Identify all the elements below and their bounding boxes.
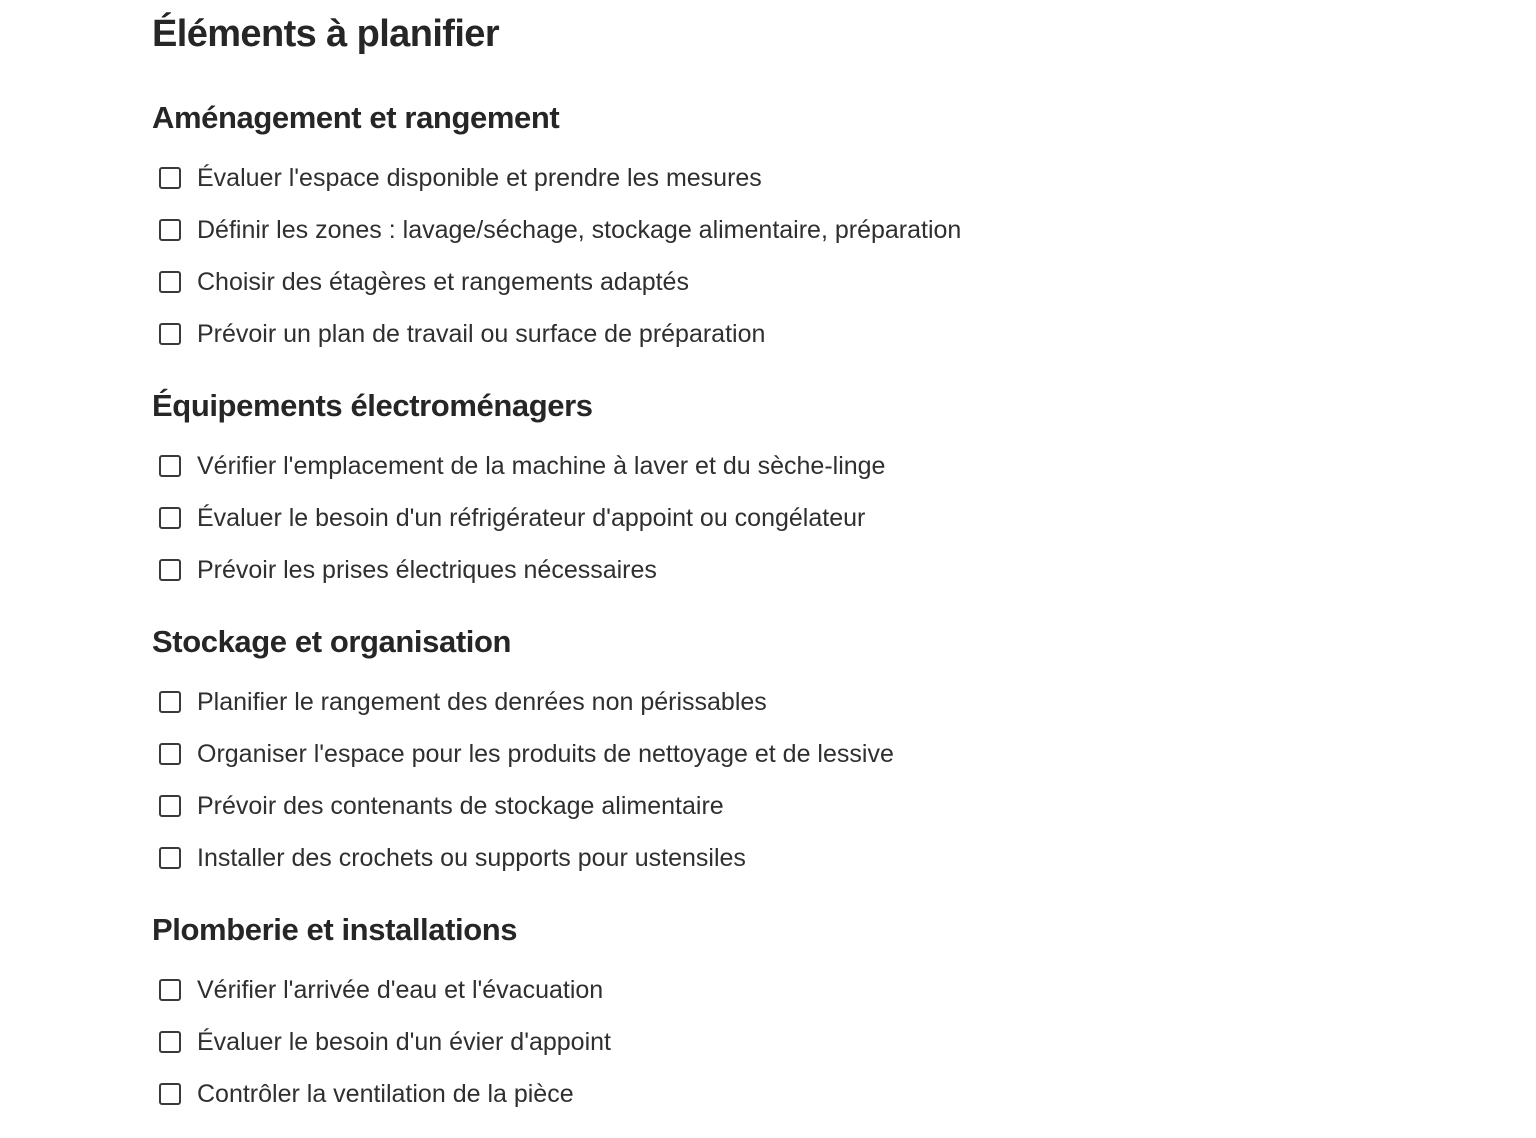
- task-item: [152, 1016, 611, 1068]
- task-checkbox[interactable]: [159, 795, 181, 817]
- task-label: Installer des crochets ou supports pour ustensiles: [197, 844, 746, 872]
- task-list: [152, 964, 611, 1120]
- task-item: [152, 308, 961, 360]
- task-item: [152, 780, 894, 832]
- task-item: [152, 728, 894, 780]
- task-checkbox[interactable]: [159, 455, 181, 477]
- section-heading: Équipements électroménagers: [152, 388, 593, 423]
- task-list: [152, 676, 894, 884]
- task-label: Évaluer le besoin d'un réfrigérateur d'appoint ou congélateur: [197, 504, 866, 532]
- task-checkbox[interactable]: [159, 979, 181, 1001]
- task-item: [152, 152, 961, 204]
- section-plomberie: [152, 910, 611, 1120]
- task-item: [152, 544, 885, 596]
- section-heading: Plomberie et installations: [152, 912, 518, 947]
- task-item: [152, 832, 894, 884]
- task-item: [152, 676, 894, 728]
- task-checkbox[interactable]: [159, 1083, 181, 1105]
- section-stockage: [152, 622, 894, 884]
- task-item: [152, 1068, 611, 1120]
- task-label: Prévoir les prises électriques nécessaires: [197, 556, 657, 584]
- task-checkbox[interactable]: [159, 559, 181, 581]
- section-heading: Aménagement et rangement: [152, 100, 560, 135]
- section-heading: Stockage et organisation: [152, 624, 512, 659]
- section-amenagement: [152, 98, 961, 360]
- task-checkbox[interactable]: [159, 271, 181, 293]
- task-label: Planifier le rangement des denrées non périssables: [197, 688, 767, 716]
- task-label: Vérifier l'arrivée d'eau et l'évacuation: [197, 976, 604, 1004]
- task-label: Choisir des étagères et rangements adaptés: [197, 268, 689, 296]
- task-list: [152, 152, 961, 360]
- task-checkbox[interactable]: [159, 743, 181, 765]
- task-label: Contrôler la ventilation de la pièce: [197, 1080, 574, 1108]
- page-title: Éléments à planifier: [152, 13, 500, 55]
- task-item: [152, 256, 961, 308]
- task-checkbox[interactable]: [159, 507, 181, 529]
- task-checkbox[interactable]: [159, 691, 181, 713]
- task-item: [152, 204, 961, 256]
- task-label: Évaluer l'espace disponible et prendre les mesures: [197, 164, 762, 192]
- task-label: Prévoir un plan de travail ou surface de préparation: [197, 320, 766, 348]
- task-label: Prévoir des contenants de stockage alimentaire: [197, 792, 724, 820]
- task-list: [152, 440, 885, 596]
- task-checkbox[interactable]: [159, 1031, 181, 1053]
- task-checkbox[interactable]: [159, 167, 181, 189]
- task-item: [152, 492, 885, 544]
- task-checkbox[interactable]: [159, 323, 181, 345]
- task-label: Définir les zones : lavage/séchage, stockage alimentaire, préparation: [197, 216, 962, 244]
- task-item: [152, 440, 885, 492]
- task-label: Organiser l'espace pour les produits de nettoyage et de lessive: [197, 740, 894, 768]
- task-label: Vérifier l'emplacement de la machine à laver et du sèche-linge: [197, 452, 886, 480]
- section-equipements: [152, 386, 885, 596]
- task-label: Évaluer le besoin d'un évier d'appoint: [197, 1028, 611, 1056]
- task-item: [152, 964, 611, 1016]
- task-checkbox[interactable]: [159, 219, 181, 241]
- task-checkbox[interactable]: [159, 847, 181, 869]
